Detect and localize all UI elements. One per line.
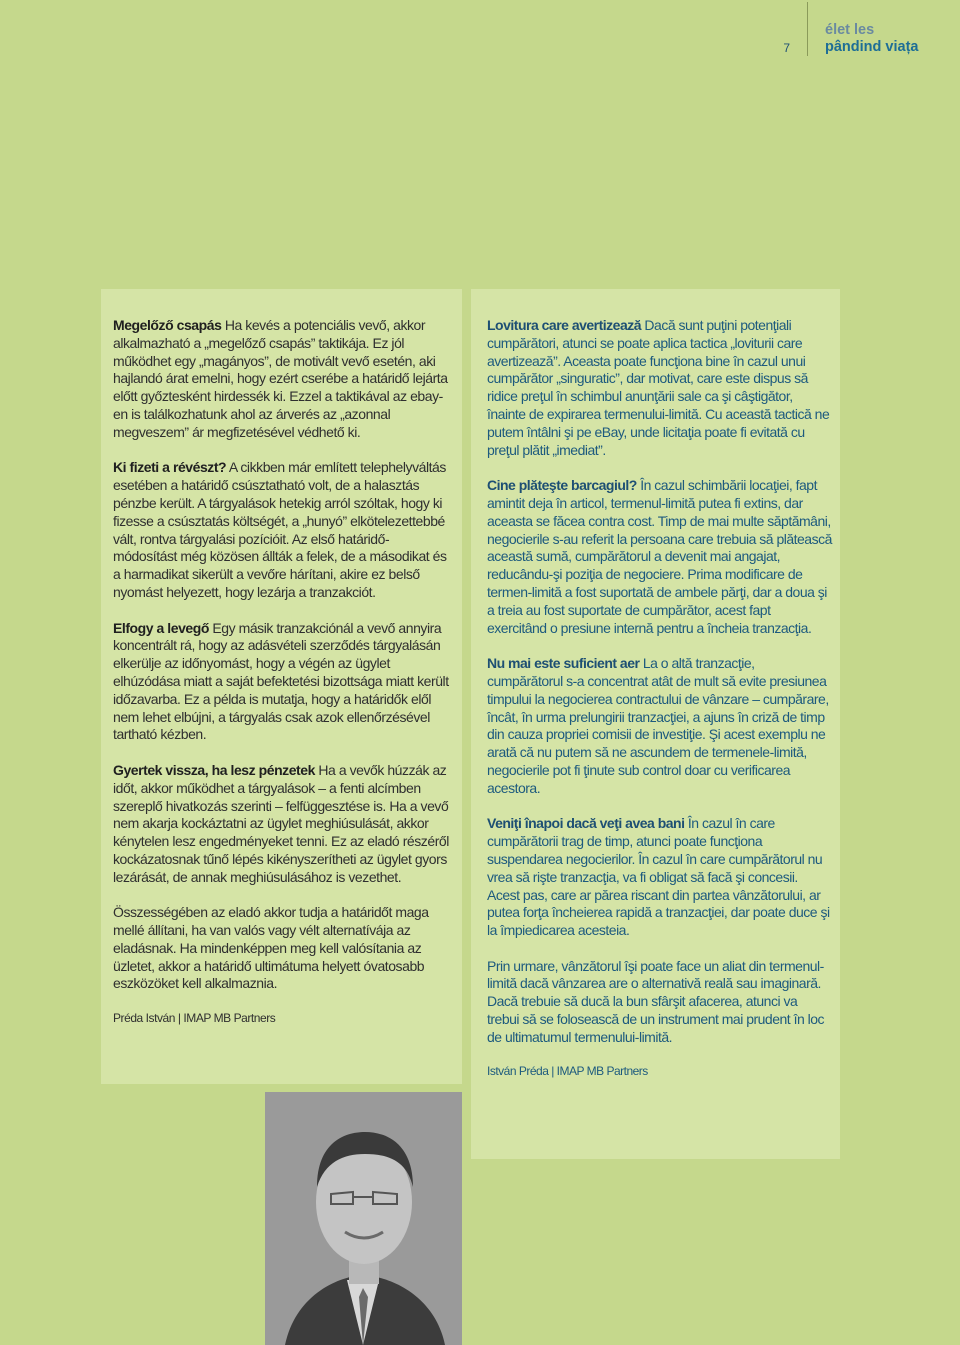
header-divider bbox=[807, 2, 808, 56]
hu-author-credit: Préda István | IMAP MB Partners bbox=[113, 1011, 276, 1026]
romanian-article-box bbox=[471, 289, 840, 1159]
hu-paragraph-5: Összességében az eladó akkor tudja a határidőt maga mellé állítani, ha van valós vagy vélt alternatívája az eladásnak. Ha mindenképpen meg kell valósítania az üzletet, akkor a határidő ultimátuma helyett óvatosabb eszközöket kell alkalmaznia. bbox=[113, 904, 429, 992]
ro-paragraph-5: Prin urmare, vânzătorul îşi poate face un aliat din termenul-limită dacă vânzarea are o alternativă reală sau imaginară. Dacă trebuie să ducă la bun sfârşit afacerea, atunci va trebui să se folosească de un instrument mai prudent în loc de ultimatumul termenului-limită. bbox=[487, 957, 825, 1045]
ro-subheading: Nu mai este suficient aer bbox=[487, 655, 640, 672]
header-title bbox=[825, 22, 918, 56]
hu-paragraph-3: Elfogy a levegő Egy másik tranzakciónál a vevő annyira koncentrált rá, hogy az adásvételi szerződés tárgyalásán elkerülje az időnyomást, hogy a végén az ügylet elhúzódása miatt a saját befektetési bizottsága miatt került időzavarba. Ez a példa is mutatja, hogy a határidők elől nem lehet elbújni, a tárgyalás csak azok ellenőrzésével tartható kézben. bbox=[113, 619, 449, 743]
portrait-illustration bbox=[265, 1092, 462, 1345]
author-portrait-photo bbox=[265, 1092, 462, 1345]
ro-author-credit: István Préda | IMAP MB Partners bbox=[487, 1064, 648, 1079]
header-title-line2: pândind viața bbox=[825, 39, 919, 55]
ro-paragraph-3: Nu mai este suficient aer La o altă tranzacţie, cumpărătorul s-a concentrat atât de mult să evite presiunea timpului la negocierea contractului de vânzare – cumpărare, încât, în urma prelungirii tranzacţiei, a ajuns în criză de timp din cauza propriei comisii de investiţie. Şi acest exemplu ne arată că nu putem să ne ascundem de termenele-limită, negocierile pot fi ţinute sub control doar cu verificarea acestora. bbox=[487, 655, 829, 796]
ro-subheading: Veniţi înapoi dacă veţi avea bani bbox=[487, 815, 685, 832]
ro-subheading: Cine plăteşte barcagiul? bbox=[487, 477, 637, 494]
ro-paragraph-2: Cine plăteşte barcagiul? În cazul schimbării locaţiei, fapt amintit deja în articol, termenul-limită putea fi extins, dar aceasta se făcea contra cost. Timp de mai multe săptămâni, negocierile s-au referit la persoana care trebuia să plătească această sumă, cumpărătorul a devenit mai angajat, reducându-şi poziţia de negociere. Prima modificare de termen-limită a fost suportată de ambele părţi, dar a doua şi a treia au fost suportate de cumpărător, acest fapt exercitând o presiune internă pentru a încheia tranzacţia. bbox=[487, 477, 832, 636]
hungarian-article-box bbox=[101, 289, 462, 1084]
header-title-line1: élet les bbox=[825, 22, 875, 38]
hu-subheading: Megelőző csapás bbox=[113, 317, 222, 333]
ro-subheading: Lovitura care avertizează bbox=[487, 317, 642, 333]
ro-paragraph-4: Veniţi înapoi dacă veţi avea bani În cazul în care cumpărătorii trag de timp, atunci poate funcţiona suspendarea negocierilor. În cazul în care cumpărătorul nu vrea să rişte tranzacţia, va fi obligat să facă şi concesii. Acest pas, care ar părea riscant din partea vânzătorului, ar putea forţa încheierea rapidă a tranzacţiei, dar poate duce şi la împiedicarea acesteia. bbox=[487, 815, 830, 939]
hu-subheading: Elfogy a levegő bbox=[113, 619, 209, 636]
hu-subheading: Gyertek vissza, ha lesz pénzetek bbox=[113, 761, 315, 778]
hu-paragraph-1: Megelőző csapás Ha kevés a potenciális vevő, akkor alkalmazható a „megelőző csapás” taktikája. Ez jól működhet egy „magányos”, de motivált vevő esetén, aki hajlandó árat emelni, hogy ezért cserébe a határidő lejárta előtt győztesként hirdessék ki. Ezzel a taktikával az ebay-en is találkozhatunk ahol az árverés az „azonnal megveszem” ár megfizetésével védhető ki. bbox=[113, 317, 448, 440]
hu-paragraph-4: Gyertek vissza, ha lesz pénzetek Ha a vevők húzzák az időt, akkor működhet a tárgyalások – a fenti alcímben szereplő hivatkozás szerinti – felfüggesztése is. Ha a vevő nem akarja kockáztatni az ügylet meghiúsulását, akkor kénytelen lesz engedményeket tenni. Ez az eladó részéről kockázatosnak tűnő lépés kikényszerítheti az ügylet gyors lezárását, de annak meghiúsulásához is vezethet. bbox=[113, 761, 449, 885]
ro-paragraph-1: Lovitura care avertizează Dacă sunt puţini potenţiali cumpărători, atunci se poate aplica tactica „loviturii care avertizează”. Aceasta poate funcţiona bine în cazul unui cumpărător „singuratic”, dar motivat, care este dispus să ridice preţul în schimbul anunţării sale ca şi câştigător, înainte de expirarea termenului-limită. Cu această tactică ne putem întâlni şi pe eBay, unde licitaţia poate fi evitată cu preţul plătit „imediat”. bbox=[487, 317, 830, 458]
hu-subheading: Ki fizeti a révészt? bbox=[113, 459, 227, 476]
page-number: 7 bbox=[783, 41, 790, 55]
hu-paragraph-2: Ki fizeti a révészt? A cikkben már említett telephelyváltás esetében a határidő csúsztatható volt, de a halasztás pénzbe került. A tárgyalások hetekig arról szóltak, hogy ki fizesse a csúsztatás költségét, a „hunyó” elkötelezettebbé vált, rontva tárgyalási pozícióit. Az első határidő-módosítást még közösen állták a felek, de a másodikat és a harmadikat sikerült a vevőre hárítani, akire ez belső nyomást helyezett, hogy lezárja a tranzakciót. bbox=[113, 459, 447, 600]
